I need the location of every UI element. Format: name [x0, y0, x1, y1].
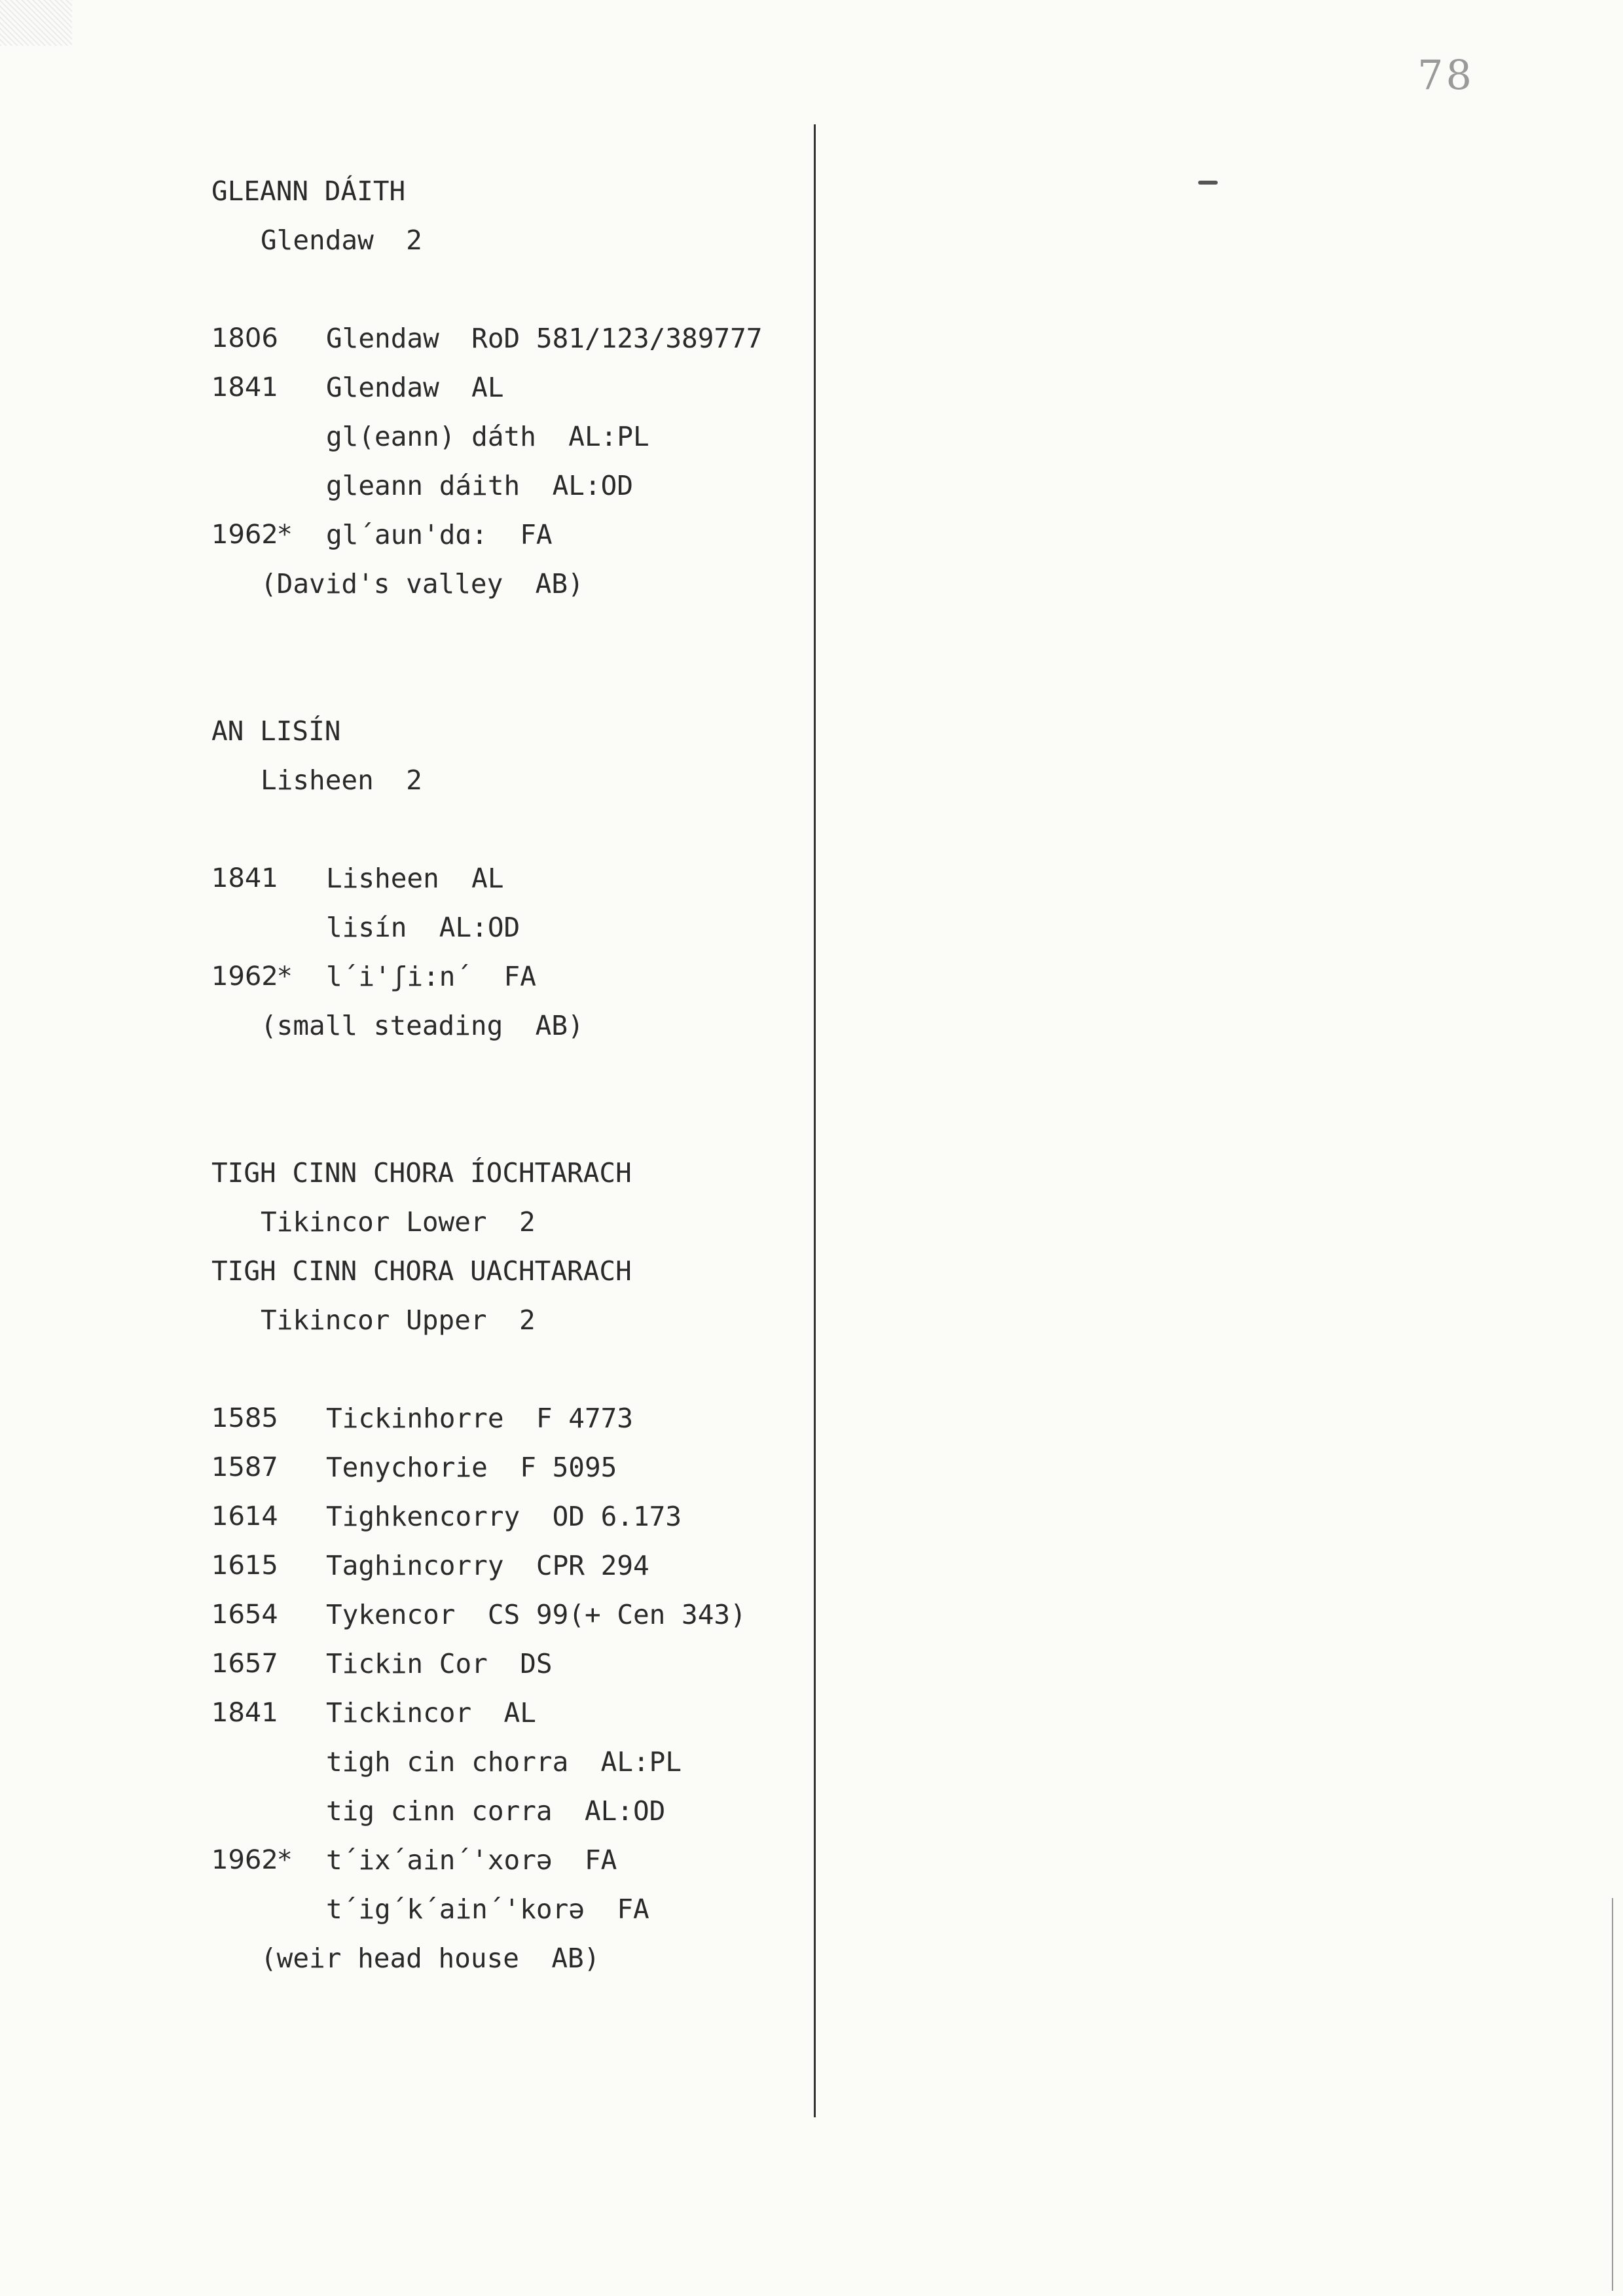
- attestation-form: lisín AL:OD: [326, 912, 520, 943]
- attestation-form: Tykencor CS 99(+ Cen 343): [326, 1599, 746, 1630]
- attestation-year: [211, 903, 326, 952]
- attestation-year: [211, 1787, 326, 1836]
- attestation-year: 1962*: [211, 520, 291, 550]
- attestation-row: [211, 1492, 801, 1541]
- attestation-row: [211, 1541, 801, 1590]
- attestation-year: [211, 1885, 326, 1934]
- attestation-row: [211, 854, 801, 903]
- attestation-form: Tickincor AL: [326, 1697, 536, 1729]
- placename-entry: [211, 167, 801, 609]
- page-number: 78: [1417, 51, 1474, 99]
- irish-name: TIGH CINN CHORA ÍOCHTARACH: [211, 1157, 632, 1189]
- english-name: Tikincor Upper 2: [261, 1304, 536, 1336]
- attestation-year: [211, 1738, 326, 1787]
- attestation-row: [211, 314, 801, 363]
- attestation-year: 1614: [211, 1501, 278, 1532]
- attestation-row: [211, 1836, 801, 1885]
- attestation-form: Taghincorry CPR 294: [326, 1550, 649, 1581]
- attestation-form: Glendaw RoD 581/123/389777: [326, 323, 763, 354]
- irish-name: TIGH CINN CHORA UACHTARACH: [211, 1255, 632, 1287]
- attestation-year: [211, 461, 326, 511]
- attestation-year: 1657: [211, 1649, 278, 1679]
- meaning-gloss: (small steading AB): [261, 1010, 584, 1041]
- placename-entry: [211, 1149, 801, 1983]
- english-name: Glendaw 2: [261, 224, 422, 256]
- attestation-form: gl´aun'dɑ: FA: [326, 519, 553, 550]
- attestation-year: [211, 412, 326, 461]
- attestation-row: [211, 461, 801, 511]
- attestation-form: Tighkencorry OD 6.173: [326, 1501, 682, 1532]
- attestation-row: [211, 1787, 801, 1836]
- column-divider: [814, 124, 816, 2117]
- irish-name: GLEANN DÁITH: [211, 175, 406, 207]
- english-name: Lisheen 2: [261, 764, 422, 796]
- attestation-row: [211, 412, 801, 461]
- attestation-year: 1962*: [211, 1845, 291, 1875]
- attestation-row: [211, 952, 801, 1001]
- attestation-year: 1841: [211, 372, 278, 403]
- attestation-form: Tickin Cor DS: [326, 1648, 553, 1679]
- attestation-row: [211, 903, 801, 952]
- attestation-form: l´i'ʃi:n´ FA: [326, 961, 536, 992]
- attestation-form: Glendaw AL: [326, 372, 504, 403]
- irish-name: AN LISÍN: [211, 715, 341, 747]
- meaning-gloss: (weir head house AB): [261, 1943, 600, 1974]
- attestation-form: Lisheen AL: [326, 863, 504, 894]
- attestation-year: 1841: [211, 1698, 278, 1728]
- attestation-row: [211, 1640, 801, 1689]
- attestation-row: [211, 1738, 801, 1787]
- placename-column: [211, 167, 801, 1983]
- attestation-year: 1806: [211, 323, 278, 353]
- attestation-row: [211, 363, 801, 412]
- attestation-form: Tenychorie F 5095: [326, 1452, 617, 1483]
- attestation-year: 1841: [211, 863, 278, 893]
- attestation-row: [211, 511, 801, 560]
- attestation-row: [211, 1394, 801, 1443]
- attestation-year: 1654: [211, 1600, 278, 1630]
- english-name: Tikincor Lower 2: [261, 1206, 536, 1238]
- attestation-row: [211, 1443, 801, 1492]
- attestation-form: t´ix´ain´'xorə FA: [326, 1844, 617, 1876]
- attestation-year: 1615: [211, 1551, 278, 1581]
- attestation-year: 1587: [211, 1452, 278, 1482]
- attestation-row: [211, 1689, 801, 1738]
- meaning-gloss: (David's valley AB): [261, 568, 584, 600]
- attestation-row: [211, 1885, 801, 1934]
- attestation-form: t´ig´k´ain´'korə FA: [326, 1893, 649, 1925]
- attestation-form: gl(eann) dáth AL:PL: [326, 421, 649, 452]
- ink-smudge: [1198, 181, 1218, 185]
- attestation-form: tigh cin chorra AL:PL: [326, 1746, 682, 1778]
- attestation-year: 1962*: [211, 961, 291, 992]
- attestation-form: Tickinhorre F 4773: [326, 1403, 633, 1434]
- attestation-row: [211, 1590, 801, 1640]
- attestation-year: 1585: [211, 1403, 278, 1433]
- page-edge: [1612, 1898, 1613, 2291]
- scan-noise: [0, 0, 72, 46]
- placename-entry: [211, 707, 801, 1050]
- attestation-form: gleann dáith AL:OD: [326, 470, 633, 501]
- attestation-form: tig cinn corra AL:OD: [326, 1795, 666, 1827]
